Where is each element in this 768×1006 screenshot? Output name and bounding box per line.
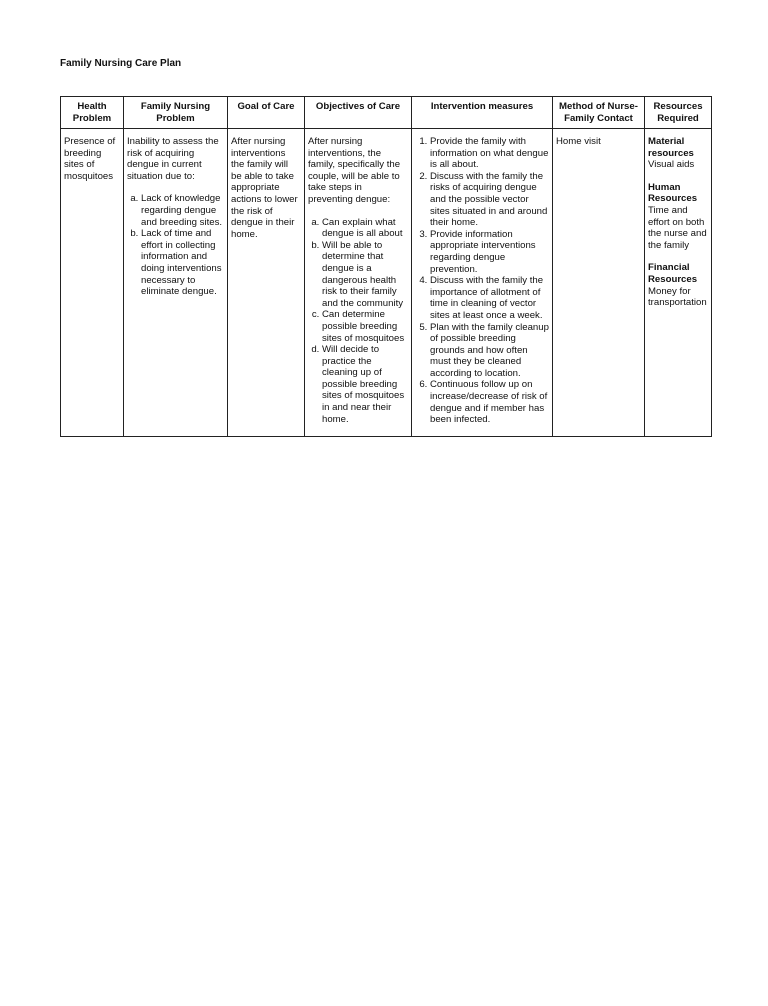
list-item: b. Lack of time and effort in collecting information and doing interventions necessary to eliminate dengue. — [141, 228, 224, 298]
header-objectives-of-care: Objectives of Care — [305, 97, 412, 129]
cell-resources-required — [645, 129, 712, 437]
health-problem-text: Presence of breeding sites of mosquitoes — [64, 136, 116, 182]
table-row — [61, 129, 712, 437]
resource-title: Material resources — [648, 136, 694, 159]
cell-family-nursing-problem — [124, 129, 228, 437]
objectives-intro: After nursing interventions, the family, specifically the couple, will be able to take steps in preventing dengue: — [308, 136, 401, 205]
list-item: 1. Provide the family with information on what dengue is all about. — [430, 136, 549, 171]
resource-financial — [648, 262, 708, 308]
list-item: b. Will be able to determine that dengue is a dangerous health risk to their family and the community — [322, 240, 408, 310]
page-title: Family Nursing Care Plan — [60, 58, 182, 69]
header-family-nursing-problem: Family Nursing Problem — [124, 97, 228, 129]
list-item: a. Lack of knowledge regarding dengue and breeding sites. — [141, 193, 224, 228]
header-health-problem: Health Problem — [61, 97, 124, 129]
resource-material — [648, 136, 708, 171]
family-problem-list — [127, 193, 224, 297]
resource-desc: Money for transportation — [648, 285, 707, 309]
table-header-row — [61, 97, 712, 129]
cell-objectives-of-care — [305, 129, 412, 437]
header-intervention-measures: Intervention measures — [412, 97, 553, 129]
list-item: 3. Provide information appropriate interventions regarding dengue prevention. — [430, 229, 549, 275]
care-plan-table — [60, 96, 712, 437]
header-method-of-contact: Method of Nurse-Family Contact — [553, 97, 645, 129]
cell-intervention-measures — [412, 129, 553, 437]
intervention-list — [415, 136, 549, 426]
objectives-list — [308, 217, 408, 426]
cell-goal-of-care — [228, 129, 305, 437]
list-item: d. Will decide to practice the cleaning up of possible breeding sites of mosquitoes in and near their home. — [322, 344, 408, 425]
resource-human — [648, 182, 708, 252]
family-problem-intro: Inability to assess the risk of acquiring dengue in current situation due to: — [127, 136, 219, 182]
resource-desc: Time and effort on both the nurse and the family — [648, 204, 707, 251]
cell-health-problem — [61, 129, 124, 437]
list-item: a. Can explain what dengue is all about — [322, 217, 408, 240]
list-item: 4. Discuss with the family the importance of allotment of time in cleaning of vector sites at least once a week. — [430, 275, 549, 321]
resource-title: Financial Resources — [648, 262, 698, 285]
method-of-contact-text: Home visit — [556, 136, 601, 147]
cell-method-of-contact — [553, 129, 645, 437]
resource-title: Human Resources — [648, 181, 698, 205]
list-item: 6. Continuous follow up on increase/decrease of risk of dengue and if member has been infected. — [430, 379, 549, 425]
resource-desc: Visual aids — [648, 159, 695, 171]
header-resources-required: Resources Required — [645, 97, 712, 129]
list-item: 5. Plan with the family cleanup of possible breeding grounds and how often must they be cleaned according to location. — [430, 322, 549, 380]
goal-of-care-text: After nursing interventions the family will be able to take appropriate actions to lower the risk of dengue in their home. — [231, 136, 298, 240]
header-goal-of-care: Goal of Care — [228, 97, 305, 129]
list-item: c. Can determine possible breeding sites of mosquitoes — [322, 309, 408, 344]
list-item: 2. Discuss with the family the risks of acquiring dengue and the possible vector sites situated in and around their home. — [430, 171, 549, 229]
